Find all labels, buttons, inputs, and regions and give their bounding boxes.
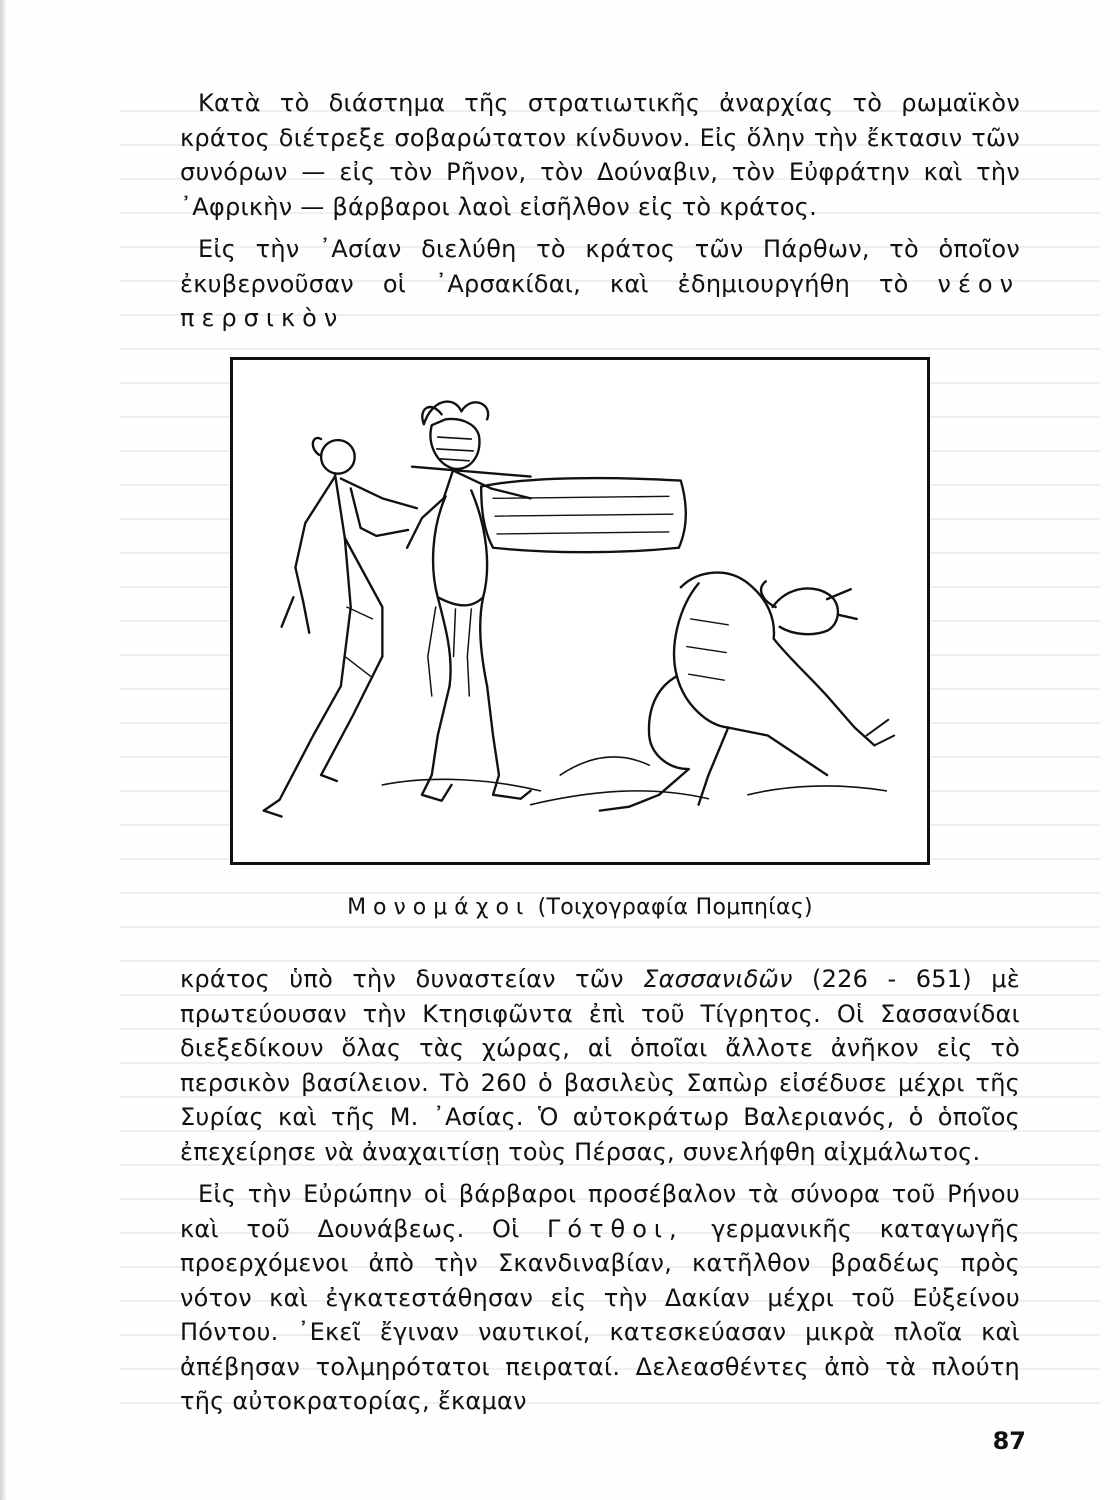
crested-helmet	[422, 402, 488, 425]
spaced-goths: Γότθοι,	[547, 1214, 684, 1243]
paragraph-sassanids-start: κράτος ὑπὸ τὴν δυναστείαν τῶν	[180, 965, 624, 993]
paragraph-persia-main: Εἰς τὴν ᾿Ασίαν διελύθη τὸ κράτος τῶν Πάρθων, τὸ ὁποῖον ἐκυβερνοῦσαν οἱ ᾿Αρσακίδαι, καὶ ἐδημιουργήθη τὸ	[180, 235, 1020, 298]
bottom-text-block	[180, 962, 1020, 1427]
page-number: 87	[992, 1427, 1026, 1455]
paragraph-goths-rest: γερμανικῆς καταγωγῆς προερχόμενοι ἀπὸ τὴν Σκανδιναβίαν, κατῆλθον βραδέως πρὸς νότον καὶ ἐγκατεστάθησαν εἰς τὴν Δακίαν μέχρι τοῦ Εὐξείνου Πόντου. ᾿Εκεῖ ἔγιναν ναυτικοί, κατεσκεύασαν μικρὰ πλοῖα καὶ ἀπέβησαν τολμηρότατοι πειραταί. Δελεασθέντες ἀπὸ τὰ πλούτη τῆς αὐτοκρατορίας, ἔκαμαν	[180, 1214, 1020, 1415]
caption-title: Μονομάχοι	[347, 895, 531, 920]
paragraph-goths	[180, 1177, 1020, 1419]
page-spine-shadow	[0, 0, 6, 1500]
caption-source: (Τοιχογραφία Πομπηίας)	[537, 895, 813, 920]
gladiators-drawing	[233, 360, 927, 862]
left-figure-body-line	[264, 474, 351, 811]
sassanids-italic: Σασσανιδῶν	[643, 965, 793, 993]
spaced-new-persian: νέον περσικὸν	[180, 269, 1020, 332]
top-text-block	[180, 86, 1020, 344]
paragraph-persia	[180, 232, 1020, 336]
paragraph-goths-start: Εἰς τὴν Εὐρώπην οἱ βάρβαροι προσέβαλον τὰ σύνορα τοῦ Ρήνου καὶ τοῦ Δουνάβεως. Οἱ	[180, 1180, 1020, 1243]
paragraph-sassanids	[180, 962, 1020, 1169]
paragraph-sassanids-rest: (226 - 651) μὲ πρωτεύουσαν τὴν Κτησιφῶντα ἐπὶ τοῦ Τίγρητος. Οἱ Σασσανίδαι διεξεδίκουν ὅλας τὰς χώρας, αἱ ὁποῖαι ἄλλοτε ἀνῆκον εἰς τὸ περσικὸν βασίλειον. Τὸ 260 ὁ βασιλεὺς Σαπὼρ εἰσέδυσε μέχρι τῆς Συρίας καὶ τῆς Μ. ᾿Ασίας. Ὁ αὐτοκράτωρ Βαλεριανός, ὁ ὁποῖος ἐπεχείρησε νὰ ἀναχαιτίσῃ τοὺς Πέρσας, συνελήφθη αἰχμάλωτος.	[180, 965, 1020, 1166]
kneeling-figure-helmet	[773, 588, 838, 634]
figure-caption	[230, 895, 930, 920]
paragraph-anarchy: Κατὰ τὸ διάστημα τῆς στρατιωτικῆς ἀναρχίας τὸ ρωμαϊκὸν κράτος διέτρεξε σοβαρώτατον κίνδυνον. Εἰς ὅλην τὴν ἔκτασιν τῶν συνόρων — εἰς τὸν Ρῆνον, τὸν Δούναβιν, τὸν Εὐφράτην καὶ τὴν ᾿Αφρικὴν — βάρβαροι λαοὶ εἰσῆλθον εἰς τὸ κράτος.	[180, 89, 1020, 221]
left-figure-head	[321, 440, 355, 474]
gladiators-illustration	[230, 357, 930, 865]
